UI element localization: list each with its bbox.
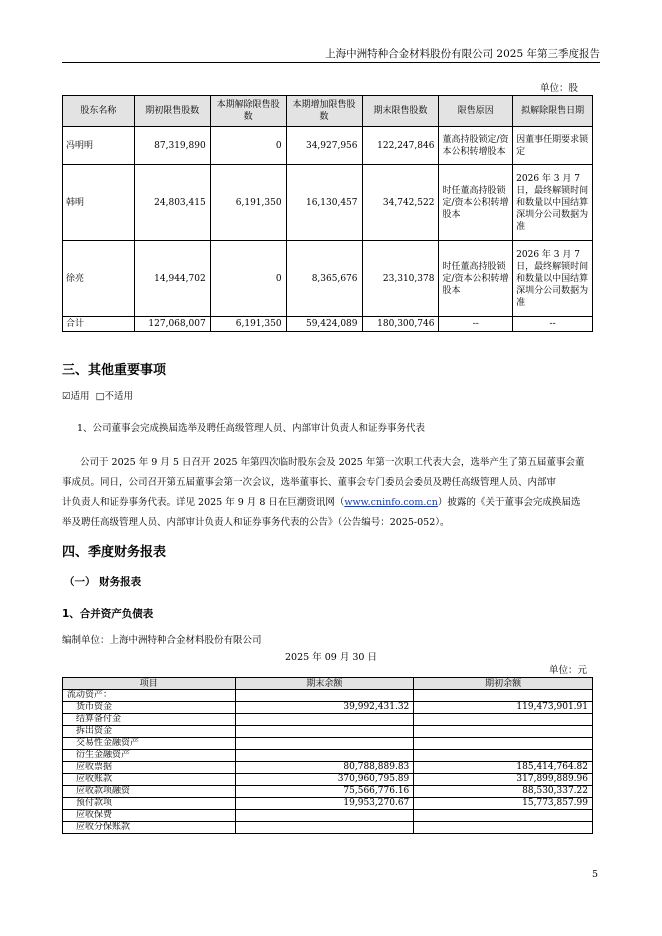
subsection-financial-statements: （一） 财务报表 — [64, 576, 142, 588]
page-number: 5 — [592, 869, 599, 880]
shareholder-name: 冯明明 — [63, 127, 135, 165]
restriction-reason: 董高持股锁定/资本公积转增股本 — [439, 127, 513, 165]
table-header-row — [63, 96, 593, 127]
beginning-balance — [414, 738, 593, 750]
announcement-paragraph — [62, 453, 602, 533]
beginning-balance — [414, 714, 593, 726]
applicability-options — [62, 387, 133, 407]
ending-balance — [235, 822, 414, 834]
end-shares: 23,310,378 — [362, 241, 439, 317]
release-date: 因董事任期要求锁定 — [513, 127, 593, 165]
subsection-balance-sheet: 1、合并资产负债表 — [62, 608, 154, 620]
ending-balance: 80,788,889.83 — [235, 762, 414, 774]
table-row — [63, 702, 593, 714]
line-item: 结算备付金 — [63, 714, 236, 726]
ending-balance: 370,960,795.89 — [235, 774, 414, 786]
table-row — [63, 750, 593, 762]
page-header-title: 上海中洲特种合金材料股份有限公司 2025 年第三季度报告 — [325, 48, 600, 60]
column-header: 期初余额 — [414, 678, 593, 690]
total-reason: -- — [439, 317, 513, 332]
restriction-reason: 时任董高持股锁定/资本公积转增股本 — [439, 165, 513, 241]
ending-balance: 19,953,270.67 — [235, 798, 414, 810]
beginning-balance: 88,530,337.22 — [414, 786, 593, 798]
header-divider — [62, 62, 600, 63]
ending-balance — [235, 690, 414, 702]
table-row — [63, 798, 593, 810]
beginning-balance: 317,899,889.96 — [414, 774, 593, 786]
column-header: 股东名称 — [63, 96, 135, 127]
column-header: 期末限售股数 — [362, 96, 439, 127]
line-item: 货币资金 — [63, 702, 236, 714]
line-item: 应收票据 — [63, 762, 236, 774]
paragraph-text: 计负责人和证券事务代表。详见 2025 年 9 月 8 日在巨潮资讯网（ — [62, 497, 345, 508]
beginning-balance — [414, 690, 593, 702]
added-shares: 8,365,676 — [286, 241, 362, 317]
column-header: 期末余额 — [235, 678, 414, 690]
paragraph-line: 举及聘任高级管理人员、内部审计负责人和证券事务代表的公告》（公告编号：2025-052）。 — [62, 517, 450, 528]
released-shares: 6,191,350 — [210, 165, 286, 241]
beginning-balance — [414, 810, 593, 822]
shareholder-name: 徐亮 — [63, 241, 135, 317]
total-label: 合计 — [63, 317, 135, 332]
paragraph-line — [62, 493, 602, 513]
table-row — [63, 690, 593, 702]
total-released: 6,191,350 — [210, 317, 286, 332]
paragraph-text: ）披露的《关于董事会完成换届选 — [437, 497, 581, 508]
item1-title: 1、公司董事会完成换届选举及聘任高级管理人员、内部审计负责人和证券事务代表 — [77, 423, 426, 434]
line-item: 预付款项 — [63, 798, 236, 810]
balance-sheet-table — [62, 677, 593, 834]
beginning-balance — [414, 726, 593, 738]
start-shares: 14,944,702 — [134, 241, 210, 317]
table-row — [63, 786, 593, 798]
table-row — [63, 241, 593, 317]
ending-balance — [235, 726, 414, 738]
restricted-shares-table — [62, 95, 593, 332]
beginning-balance — [414, 822, 593, 834]
line-item: 交易性金融资产 — [63, 738, 236, 750]
beginning-balance — [414, 750, 593, 762]
ending-balance: 39,992,431.32 — [235, 702, 414, 714]
table-row — [63, 165, 593, 241]
total-date: -- — [513, 317, 593, 332]
column-header: 本期增加限售股数 — [286, 96, 362, 127]
paragraph-line: 公司于 2025 年 9 月 5 日召开 2025 年第四次临时股东会及 2025 年第一次职工代表大会，选举产生了第五届董事会董 — [80, 457, 585, 468]
line-item: 拆出资金 — [63, 726, 236, 738]
table-row — [63, 762, 593, 774]
table-row — [63, 714, 593, 726]
line-item: 应收保费 — [63, 810, 236, 822]
total-end: 180,300,746 — [362, 317, 439, 332]
ending-balance — [235, 714, 414, 726]
compiler-label: 编制单位：上海中洲特种合金材料股份有限公司 — [62, 635, 262, 646]
line-item: 应收分保账款 — [63, 822, 236, 834]
column-header: 限售原因 — [439, 96, 513, 127]
ending-balance — [235, 810, 414, 822]
table-row — [63, 774, 593, 786]
ending-balance — [235, 750, 414, 762]
added-shares: 16,130,457 — [286, 165, 362, 241]
start-shares: 24,803,415 — [134, 165, 210, 241]
start-shares: 87,319,890 — [134, 127, 210, 165]
column-header: 期初限售股数 — [134, 96, 210, 127]
table-row — [63, 726, 593, 738]
section-title-financial-statements: 四、季度财务报表 — [62, 545, 167, 560]
table-header-row — [63, 678, 593, 690]
report-date: 2025 年 09 月 30 日 — [285, 652, 377, 663]
end-shares: 34,742,522 — [362, 165, 439, 241]
line-item: 衍生金融资产 — [63, 750, 236, 762]
total-added: 59,424,089 — [286, 317, 362, 332]
release-date: 2026 年 3 月 7 日，最终解锁时间和数量以中国结算深圳分公司数据为准 — [513, 165, 593, 241]
beginning-balance: 119,473,901.91 — [414, 702, 593, 714]
line-item: 应收账款 — [63, 774, 236, 786]
beginning-balance: 185,414,764.82 — [414, 762, 593, 774]
currency-unit: 单位：元 — [549, 665, 588, 676]
checkbox-not-applicable: □不适用 — [95, 391, 134, 402]
line-item: 流动资产： — [63, 690, 236, 702]
added-shares: 34,927,956 — [286, 127, 362, 165]
shareholder-name: 韩明 — [63, 165, 135, 241]
ending-balance — [235, 738, 414, 750]
unit-label: 单位：股 — [540, 83, 579, 94]
checkbox-applicable: ☑适用 — [62, 391, 90, 402]
release-date: 2026 年 3 月 7 日，最终解锁时间和数量以中国结算深圳分公司数据为准 — [513, 241, 593, 317]
line-item: 应收款项融资 — [63, 786, 236, 798]
beginning-balance: 15,773,857.99 — [414, 798, 593, 810]
released-shares: 0 — [210, 241, 286, 317]
column-header: 项目 — [63, 678, 236, 690]
column-header: 本期解除限售股数 — [210, 96, 286, 127]
total-row — [63, 317, 593, 332]
total-start: 127,068,007 — [134, 317, 210, 332]
column-header: 拟解除限售日期 — [513, 96, 593, 127]
restriction-reason: 时任董高持股锁定/资本公积转增股本 — [439, 241, 513, 317]
table-row — [63, 810, 593, 822]
section-title-other-matters: 三、其他重要事项 — [62, 363, 167, 378]
cninfo-link[interactable]: www.cninfo.com.cn — [344, 497, 438, 508]
table-row — [63, 822, 593, 834]
table-row — [63, 127, 593, 165]
released-shares: 0 — [210, 127, 286, 165]
table-row — [63, 738, 593, 750]
end-shares: 122,247,846 — [362, 127, 439, 165]
ending-balance: 75,566,776.16 — [235, 786, 414, 798]
paragraph-line: 事成员。同日，公司召开第五届董事会第一次会议，选举董事长、董事会专门委员会委员及聘任高级管理人员、内部审 — [62, 477, 557, 488]
